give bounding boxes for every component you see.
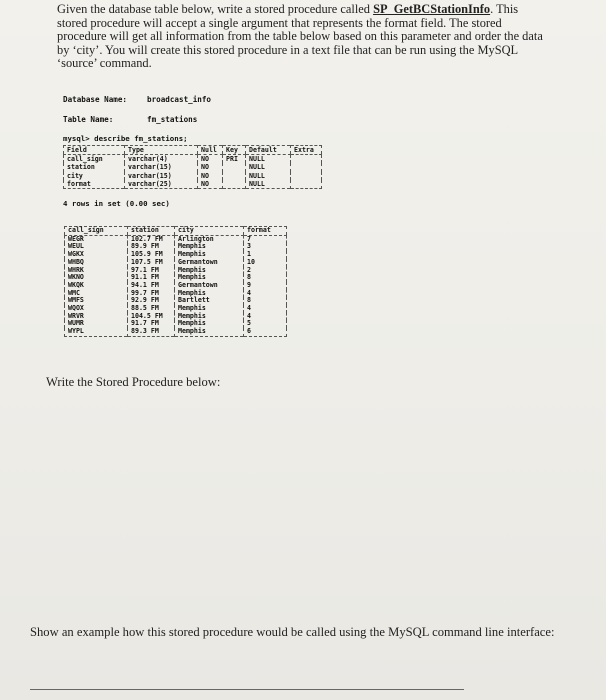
describe-cell (223, 172, 246, 180)
describe-cell (223, 163, 246, 171)
describe-header-cell: Extra (291, 146, 322, 155)
describe-cell: NULL (246, 155, 291, 164)
describe-cell: NULL (246, 180, 291, 189)
describe-cell: varchar(15) (125, 163, 198, 171)
stations-cell: 104.5 FM (128, 313, 175, 321)
stations-header-cell: city (175, 227, 244, 236)
stations-header-cell: station (128, 227, 175, 236)
stations-row (65, 267, 287, 275)
stations-cell: 10 (244, 259, 287, 267)
describe-cell: NO (198, 172, 223, 180)
table-name-value: fm_stations (147, 115, 198, 124)
stations-cell: 89.3 FM (128, 328, 175, 336)
stations-row (65, 290, 287, 298)
describe-row (64, 163, 322, 171)
stations-cell: Memphis (175, 267, 244, 275)
stations-cell: 4 (244, 313, 287, 321)
describe-cell (291, 180, 322, 189)
describe-table (63, 145, 322, 189)
stations-cell: 107.5 FM (128, 259, 175, 267)
stations-cell: 89.9 FM (128, 243, 175, 251)
table-name-line (63, 115, 197, 124)
stations-cell: 6 (244, 328, 287, 336)
stations-cell: WHBQ (68, 257, 84, 266)
stations-cell: 88.5 FM (128, 305, 175, 313)
stations-cell: 92.9 FM (128, 297, 175, 305)
describe-cell (291, 163, 322, 171)
database-name-value: broadcast_info (147, 95, 212, 104)
describe-header-cell: Field (64, 146, 125, 155)
stations-cell: WHRK (68, 265, 84, 274)
stations-cell: WQOX (68, 304, 84, 313)
stations-header-cell: format (244, 227, 287, 236)
stations-row (65, 297, 287, 305)
stations-row (65, 282, 287, 290)
describe-header-cell: Type (125, 146, 198, 155)
describe-cell: varchar(4) (125, 155, 198, 164)
describe-header-cell: Null (198, 146, 223, 155)
describe-row (64, 180, 322, 189)
stations-cell: Bartlett (175, 297, 244, 305)
stations-cell: 97.1 FM (128, 267, 175, 275)
stations-row (65, 235, 287, 243)
describe-cell: city (67, 171, 83, 180)
stations-row (65, 305, 287, 313)
describe-cell: NO (198, 180, 223, 189)
stations-cell: Memphis (175, 290, 244, 298)
stations-header-row (65, 227, 287, 236)
describe-cell: varchar(25) (125, 180, 198, 189)
database-name-line (63, 95, 211, 104)
describe-cell: NULL (246, 163, 291, 171)
stations-cell: 102.7 FM (128, 235, 175, 243)
stations-cell: 7 (244, 235, 287, 243)
describe-cell: NO (198, 155, 223, 164)
describe-cell (223, 180, 246, 189)
describe-cell: format (67, 179, 91, 188)
stations-cell: WUMR (68, 319, 84, 328)
stations-cell: Memphis (175, 328, 244, 336)
describe-header-cell: Default (246, 146, 291, 155)
database-name-label: Database Name: (63, 95, 128, 104)
stations-cell: Memphis (175, 320, 244, 328)
describe-cell: PRI (223, 155, 246, 164)
stations-cell: 2 (244, 267, 287, 275)
stations-cell: WRVR (68, 311, 84, 320)
describe-cell: call_sign (67, 155, 103, 164)
intro-paragraph (57, 3, 547, 71)
describe-header-cell: Key (223, 146, 246, 155)
describe-row (64, 155, 322, 164)
table-name-label: Table Name: (63, 115, 114, 124)
stations-row (65, 328, 287, 336)
stations-cell: Germantown (175, 259, 244, 267)
describe-cell (291, 155, 322, 164)
stations-cell: WMC (68, 288, 80, 297)
answer-line (30, 689, 464, 690)
describe-command: mysql> describe fm_stations; (63, 134, 188, 143)
stations-row (65, 320, 287, 328)
stations-cell: Memphis (175, 313, 244, 321)
stations-cell: 9 (244, 282, 287, 290)
stations-cell: WGKX (68, 250, 84, 259)
stations-cell: 105.9 FM (128, 251, 175, 259)
stations-cell: WYPL (68, 327, 84, 336)
procedure-name: SP_GetBCStationInfo (373, 2, 491, 16)
describe-cell (291, 172, 322, 180)
describe-cell: varchar(15) (125, 172, 198, 180)
stations-row (65, 313, 287, 321)
stations-cell: WKNO (68, 273, 84, 282)
stations-cell: Memphis (175, 305, 244, 313)
stations-row (65, 243, 287, 251)
stations-cell: 8 (244, 297, 287, 305)
stations-cell: Arlington (175, 235, 244, 243)
stations-cell: 4 (244, 305, 287, 313)
describe-header-row (64, 146, 322, 155)
stations-cell: 1 (244, 251, 287, 259)
stations-cell: 8 (244, 274, 287, 282)
call-example-prompt: Show an example how this stored procedure would be called using the MySQL command line interface: (30, 625, 555, 639)
stations-cell: Memphis (175, 243, 244, 251)
stations-cell: 94.1 FM (128, 282, 175, 290)
stations-cell: WKQK (68, 280, 84, 289)
write-procedure-prompt: Write the Stored Procedure below: (46, 375, 221, 389)
stations-cell: Germantown (175, 282, 244, 290)
rows-in-set: 4 rows in set (0.00 sec) (63, 199, 170, 208)
stations-cell: 91.1 FM (128, 274, 175, 282)
stations-cell: 99.7 FM (128, 290, 175, 298)
describe-cell: NULL (246, 172, 291, 180)
stations-cell: 91.7 FM (128, 320, 175, 328)
stations-cell: WMFS (68, 296, 84, 305)
intro-text-1: Given the database table below, write a stored procedure called (57, 2, 374, 16)
stations-cell: 4 (244, 290, 287, 298)
stations-cell: WEUL (68, 242, 84, 251)
describe-body (64, 155, 322, 189)
stations-cell: 5 (244, 320, 287, 328)
stations-table (64, 226, 287, 337)
stations-body (65, 235, 287, 336)
stations-cell: Memphis (175, 251, 244, 259)
stations-row (65, 274, 287, 282)
describe-row (64, 172, 322, 180)
stations-header-cell: call_sign (65, 227, 128, 236)
intro-text-2: . This stored procedure will accept a single argument that represents the format field. The stored procedure will get all information from the table below based on this parameter and order the data by ‘city’. You will create this stored procedure in a text file that can be run using the MySQL ‘source’ command. (57, 2, 543, 71)
stations-cell: Memphis (175, 274, 244, 282)
describe-cell: NO (198, 163, 223, 171)
stations-row (65, 259, 287, 267)
stations-cell: 3 (244, 243, 287, 251)
stations-cell: WEGR (68, 234, 84, 243)
describe-cell: station (67, 163, 95, 172)
